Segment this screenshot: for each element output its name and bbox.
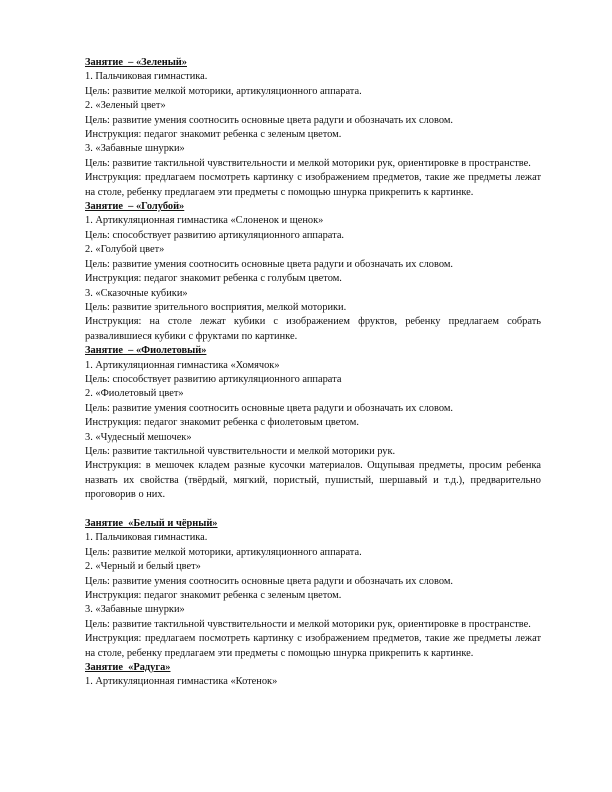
- goal-text: Цель: развитие умения соотносить основные цвета радуги и обозначать их словом.: [85, 575, 454, 587]
- instruction-text: Инструкция: предлагаем посмотреть картинку с изображением предметов, такие же предметы лежат на столе, ребенку предлагаем эти предметы с помощью шнурка прикрепить к картинке.: [85, 172, 541, 198]
- item-title: 2. «Голубой цвет»: [85, 244, 165, 256]
- instruction-text: Инструкция: педагог знакомит ребенка с голубым цветом.: [85, 273, 342, 285]
- goal-text: Цель: развитие тактильной чувствительности и мелкой моторики рук, ориентировке в пространстве.: [85, 157, 531, 169]
- instruction-text: Инструкция: предлагаем посмотреть картинку с изображением предметов, такие же предметы лежат на столе, ребенку предлагаем эти предметы с помощью шнурка прикрепить к картинке.: [85, 633, 541, 659]
- goal-text: Цель: развитие зрительного восприятия, мелкой моторики.: [85, 301, 347, 313]
- item-title: 3. «Сказочные кубики»: [85, 287, 188, 299]
- section-heading: Занятие – «Зеленый»: [85, 57, 187, 68]
- section-heading: Занятие – «Фиолетовый»: [85, 345, 207, 357]
- instruction-text: Инструкция: на столе лежат кубики с изображением фруктов, ребенку предлагаем собрать развалившиеся кубики с фруктами по картинке.: [85, 316, 541, 342]
- item-title: 3. «Забавные шнурки»: [85, 143, 185, 155]
- goal-text: Цель: развитие тактильной чувствительности и мелкой моторики рук, ориентировке в пространстве.: [85, 618, 531, 630]
- goal-text: Цель: способствует развитию артикуляционного аппарата.: [85, 229, 345, 241]
- goal-text: Цель: развитие умения соотносить основные цвета радуги и обозначать их словом.: [85, 114, 454, 126]
- item-title: 3. «Забавные шнурки»: [85, 604, 185, 616]
- instruction-text: Инструкция: педагог знакомит ребенка с зеленым цветом.: [85, 590, 342, 602]
- section-heading: Занятие «Белый и чёрный»: [85, 517, 218, 529]
- goal-text: Цель: способствует развитию артикуляционного аппарата: [85, 373, 342, 385]
- instruction-text: Инструкция: педагог знакомит ребенка с зеленым цветом.: [85, 129, 342, 141]
- item-title: 1. Пальчиковая гимнастика.: [85, 71, 208, 83]
- goal-text: Цель: развитие мелкой моторики, артикуляционного аппарата.: [85, 85, 362, 97]
- item-title: 2. «Черный и белый цвет»: [85, 561, 201, 573]
- item-title: 1. Артикуляционная гимнастика «Котенок»: [85, 676, 278, 688]
- item-title: 3. «Чудесный мешочек»: [85, 431, 192, 443]
- goal-text: Цель: развитие умения соотносить основные цвета радуги и обозначать их словом.: [85, 402, 454, 414]
- item-title: 1. Артикуляционная гимнастика «Слоненок и щенок»: [85, 215, 324, 227]
- blank-line: [85, 503, 541, 517]
- goal-text: Цель: развитие умения соотносить основные цвета радуги и обозначать их словом.: [85, 258, 454, 270]
- section-heading: Занятие «Радуга»: [85, 662, 171, 674]
- instruction-text: Инструкция: педагог знакомит ребенка с фиолетовым цветом.: [85, 417, 359, 429]
- document-page: [85, 56, 541, 690]
- item-title: 2. «Зеленый цвет»: [85, 100, 166, 112]
- item-title: 1. Артикуляционная гимнастика «Хомячок»: [85, 359, 280, 371]
- item-title: 1. Пальчиковая гимнастика.: [85, 532, 208, 544]
- instruction-text: Инструкция: в мешочек кладем разные кусочки материалов. Ощупывая предметы, просим ребенка назвать их свойства (твёрдый, мягкий, пористый, пушистый, шершавый и т.д.), предварительно проговорив о них.: [85, 460, 541, 501]
- goal-text: Цель: развитие тактильной чувствительности и мелкой моторики рук.: [85, 445, 396, 457]
- item-title: 2. «Фиолетовый цвет»: [85, 388, 184, 400]
- goal-text: Цель: развитие мелкой моторики, артикуляционного аппарата.: [85, 546, 362, 558]
- section-heading: Занятие – «Голубой»: [85, 201, 185, 213]
